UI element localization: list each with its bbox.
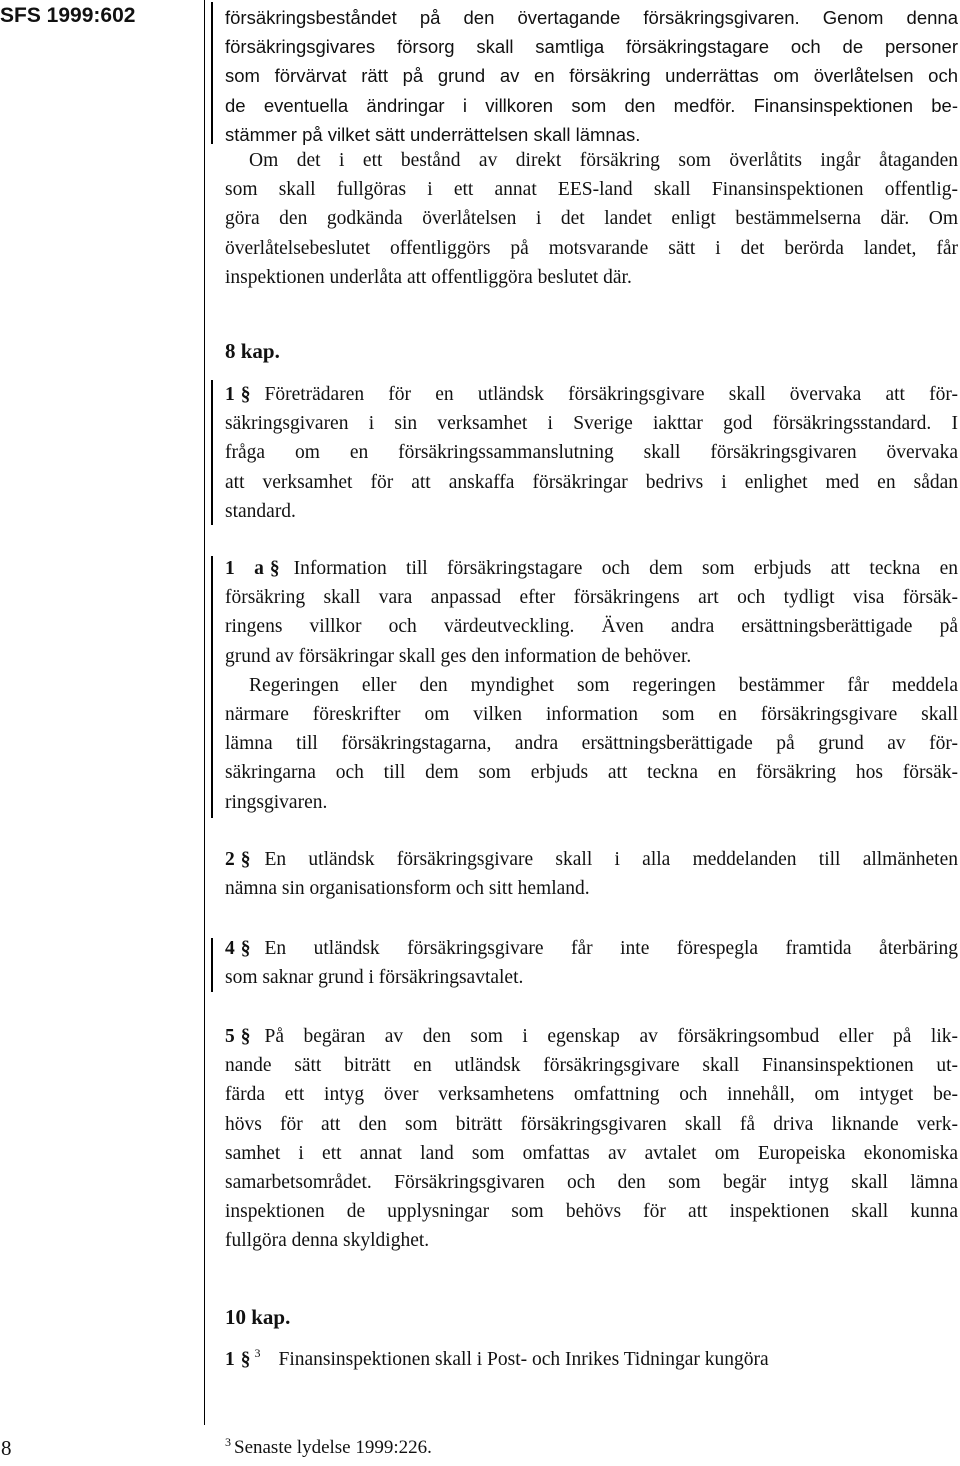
text-line: standard. bbox=[225, 500, 296, 522]
chapter-heading: 8 kap. bbox=[225, 339, 280, 363]
text-line: säkringsgivaren i sin verksamhet i Sverige iakttar god försäkringsstandard. I bbox=[225, 413, 958, 435]
sfs-number: SFS 1999:602 bbox=[0, 4, 136, 27]
section-1 bbox=[225, 380, 958, 526]
text-line: Om det i ett bestånd av direkt försäkring som överlåtits ingår åtaganden bbox=[249, 150, 958, 171]
text-line: att verksamhet för att anskaffa försäkringar bedrivs i enlighet med en sådan bbox=[225, 471, 958, 493]
text-line: ringens villkor och värdeutveckling. Även andra ersättningsberättigade på bbox=[225, 616, 958, 638]
section-2 bbox=[225, 845, 958, 903]
text-line: de eventuella ändringar i villkoren som den medför. Finansinspektionen be- bbox=[225, 94, 958, 116]
text-line: 2 § En utländsk försäkringsgivare skall i alla meddelanden till allmänheten bbox=[225, 845, 958, 874]
chapter-heading: 10 kap. bbox=[225, 1305, 291, 1329]
text-line: som saknar grund i försäkringsavtalet. bbox=[225, 967, 524, 989]
footnote bbox=[225, 1434, 432, 1462]
text-line: nämna sin organisationsform och sitt hemland. bbox=[225, 878, 590, 900]
section-sign: § bbox=[240, 1026, 251, 1047]
section-number: 5 bbox=[225, 1026, 235, 1047]
text-line: som skall fullgöras i ett annat EES-land skall Finansinspektionen offentlig- bbox=[225, 179, 958, 201]
text-line: 1 § $^3$ Finansinspektionen skall i Post- och Inrikes Tidningar kungöra bbox=[225, 1345, 958, 1376]
text-line: grund av försäkringar skall ges den information de behöver. bbox=[225, 645, 692, 667]
section-number: 2 bbox=[225, 849, 235, 870]
change-bar bbox=[211, 938, 213, 992]
footnote-text: Senaste lydelse 1999:226. bbox=[234, 1437, 432, 1458]
text-line: stämmer på vilket sätt underrättelsen skall lämnas. bbox=[225, 123, 641, 145]
text-line: överlåtelsebeslutet offentliggörs på motsvarande sätt i det berörda landet, får bbox=[225, 237, 958, 259]
text-line: försäkring skall vara anpassad efter försäkringens art och tydligt visa försäk- bbox=[225, 587, 958, 609]
text-line: försäkringsbeståndet på den övertagande försäkringsgivaren. Genom denna bbox=[225, 7, 958, 28]
text-line: göra den godkända överlåtelsen i det landet enligt bestämmelserna där. Om bbox=[225, 208, 958, 230]
section-sign: § bbox=[240, 938, 251, 959]
change-bar bbox=[211, 380, 213, 525]
text-line: försäkringsgivares försorg skall samtliga försäkringstagare och de personer bbox=[225, 36, 958, 58]
text-line: 1 § Företrädaren för en utländsk försäkringsgivare skall övervaka att för- bbox=[225, 380, 958, 409]
section-10-1 bbox=[225, 1345, 958, 1376]
text-line: fullgöra denna skyldighet. bbox=[225, 1230, 430, 1252]
section-number: 4 bbox=[225, 938, 235, 959]
text-line: 1 a § Information till försäkringstagare och dem som erbjuds att teckna en bbox=[225, 554, 958, 583]
section-4 bbox=[225, 934, 958, 992]
text-line: inspektionen underlåta att offentliggöra beslutet där. bbox=[225, 266, 632, 288]
section-number: 1 bbox=[225, 384, 235, 405]
text-line: Regeringen eller den myndighet som regeringen bestämmer får meddela bbox=[249, 674, 958, 696]
text-line: säkringarna och till dem som erbjuds att teckna en försäkring hos försäk- bbox=[225, 762, 958, 784]
text-line: inspektionen de upplysningar som behövs för att inspektionen skall kunna bbox=[225, 1201, 958, 1223]
section-sign: § bbox=[240, 1349, 251, 1370]
text-line: närmare föreskrifter om vilken information som en försäkringsgivare skall bbox=[225, 704, 958, 726]
text-line: fråga om en försäkringssammanslutning skall försäkringsgivaren övervaka bbox=[225, 442, 958, 464]
section-number: 1 bbox=[225, 1349, 235, 1370]
paragraph-continued bbox=[225, 3, 958, 149]
text-line: samarbetsområdet. Försäkringsgivaren och den som begär intyg skall lämna bbox=[225, 1172, 958, 1194]
paragraph bbox=[225, 146, 958, 292]
page-rule bbox=[204, 0, 205, 1425]
text-line: 5 § På begäran av den som i egenskap av försäkringsombud eller på lik- bbox=[225, 1022, 958, 1051]
text-line: som förvärvat rätt på grund av en försäkring underrättas om överlåtelsen och bbox=[225, 65, 958, 87]
text-line: nande sätt biträtt en utländsk försäkringsgivare skall Finansinspektionen ut- bbox=[225, 1055, 958, 1077]
footnote-mark: 3 bbox=[225, 1435, 231, 1449]
text-line: lämna till försäkringstagarna, andra ersättningsberättigade på grund av för- bbox=[225, 733, 958, 755]
section-sign: § bbox=[240, 849, 251, 870]
footnote-reference: 3 bbox=[254, 1346, 261, 1360]
section-sign: § bbox=[240, 384, 251, 405]
section-5 bbox=[225, 1022, 958, 1256]
change-bar bbox=[211, 2, 213, 144]
text-line: 4 § En utländsk försäkringsgivare får inte förespegla framtida återbäring bbox=[225, 934, 958, 963]
change-bar bbox=[211, 556, 213, 818]
section-1a bbox=[225, 554, 958, 817]
text-line: ringsgivaren. bbox=[225, 791, 328, 813]
page-number: 8 bbox=[1, 1436, 12, 1460]
section-number: 1 a bbox=[225, 558, 264, 579]
text-line: hövs för att den som biträtt försäkringsgivaren skall få driva liknande verk- bbox=[225, 1113, 958, 1135]
section-sign: § bbox=[269, 558, 280, 579]
text-line: samhet i ett annat land som omfattas av avtalet om Europeiska ekonomiska bbox=[225, 1142, 958, 1164]
text-line: färda ett intyg över verksamhetens omfattning och innehåll, om intyget be- bbox=[225, 1084, 958, 1106]
